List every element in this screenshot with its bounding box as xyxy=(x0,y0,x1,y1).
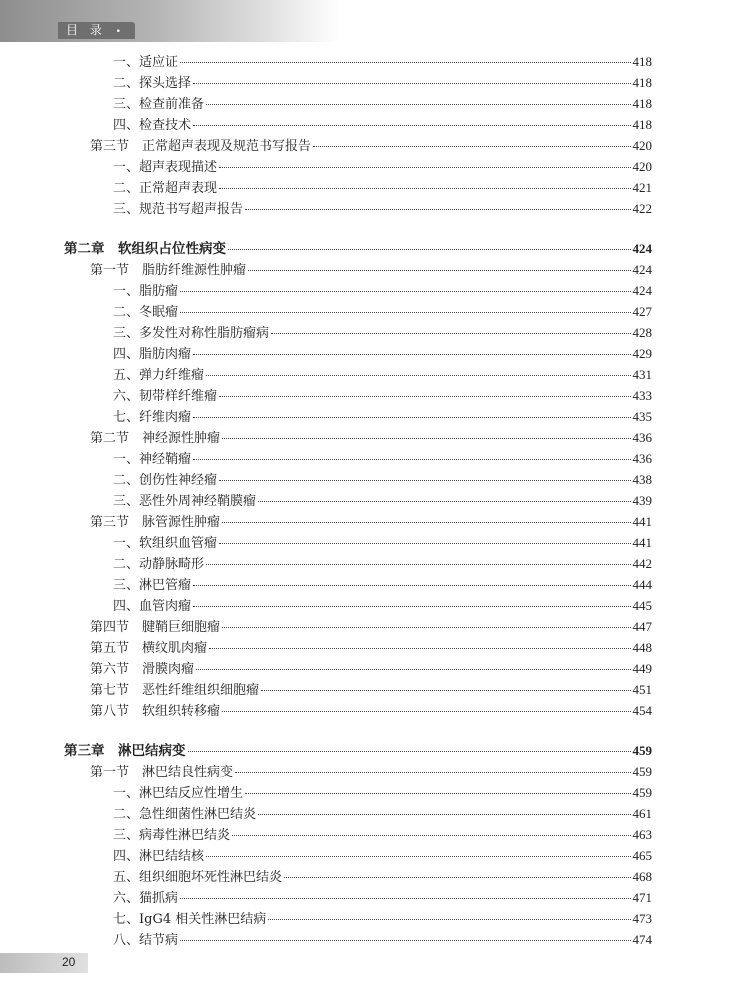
toc-entry-page: 424 xyxy=(632,262,652,277)
toc-item-entry[interactable] xyxy=(113,73,652,93)
dot-leader xyxy=(206,564,630,565)
toc-entry-page: 429 xyxy=(632,346,652,361)
toc-entry-page: 435 xyxy=(632,409,652,424)
toc-entry-page: 431 xyxy=(632,367,652,382)
dot-leader xyxy=(222,438,630,439)
toc-entry-page: 445 xyxy=(632,598,652,613)
dot-leader xyxy=(193,585,630,586)
toc-entry-label: 六、韧带样纤维瘤 xyxy=(113,389,218,404)
toc-entry-page: 424 xyxy=(632,241,652,256)
toc-entry-label: 五、弹力纤维瘤 xyxy=(113,368,205,383)
toc-entry-page: 439 xyxy=(632,493,652,508)
toc-entry-page: 436 xyxy=(632,451,652,466)
toc-entry-label: 四、脂肪肉瘤 xyxy=(113,347,192,362)
toc-item-entry[interactable] xyxy=(113,804,652,824)
dot-leader xyxy=(193,83,630,84)
dot-leader xyxy=(284,877,630,878)
toc-entry-label: 三、恶性外周神经鞘膜瘤 xyxy=(113,494,257,509)
toc-entry-label: 二、动静脉畸形 xyxy=(113,557,205,572)
dot-leader xyxy=(219,543,630,544)
toc-item-entry[interactable] xyxy=(113,491,652,511)
dot-leader xyxy=(222,627,630,628)
toc-entry-page: 465 xyxy=(632,848,652,863)
toc-item-entry[interactable] xyxy=(113,281,652,301)
toc-entry-page: 461 xyxy=(632,806,652,821)
toc-entry-label: 三、规范书写超声报告 xyxy=(113,202,244,217)
toc-item-entry[interactable] xyxy=(113,178,652,198)
toc-entry-page: 473 xyxy=(632,911,652,926)
toc-entry-label: 二、正常超声表现 xyxy=(113,181,218,196)
toc-entry-page: 422 xyxy=(632,201,652,216)
toc-entry-page: 459 xyxy=(632,743,652,758)
toc-entry-label: 第二节 神经源性肿瘤 xyxy=(90,431,221,446)
dot-leader xyxy=(196,669,630,670)
bullet-icon: • xyxy=(115,27,121,37)
toc-section-entry[interactable] xyxy=(90,617,652,637)
toc-item-entry[interactable] xyxy=(113,575,652,595)
toc-item-entry[interactable] xyxy=(113,407,652,427)
toc-entry-label: 一、超声表现描述 xyxy=(113,160,218,175)
dot-leader xyxy=(180,62,630,63)
section-tab xyxy=(58,22,135,39)
toc-entry-page: 438 xyxy=(632,472,652,487)
dot-leader xyxy=(235,772,630,773)
toc-section-entry[interactable] xyxy=(90,659,652,679)
toc-entry-label: 第一节 淋巴结良性病变 xyxy=(90,765,234,780)
toc-section-entry[interactable] xyxy=(90,762,652,782)
dot-leader xyxy=(193,417,630,418)
toc-item-entry[interactable] xyxy=(113,596,652,616)
section-label: 目 录 xyxy=(66,23,106,37)
dot-leader xyxy=(206,856,630,857)
toc-item-entry[interactable] xyxy=(113,52,652,72)
toc-entry-label: 二、探头选择 xyxy=(113,76,192,91)
dot-leader xyxy=(219,480,630,481)
toc-entry-page: 459 xyxy=(632,785,652,800)
toc-entry-page: 418 xyxy=(632,54,652,69)
toc-chapter-entry[interactable] xyxy=(64,741,652,761)
toc-section-entry[interactable] xyxy=(90,512,652,532)
toc-entry-label: 四、血管肉瘤 xyxy=(113,599,192,614)
toc-section-entry[interactable] xyxy=(90,260,652,280)
toc-entry-page: 424 xyxy=(632,283,652,298)
toc-entry-label: 二、急性细菌性淋巴结炎 xyxy=(113,807,257,822)
toc-entry-label: 三、淋巴管瘤 xyxy=(113,578,192,593)
dot-leader xyxy=(258,501,630,502)
toc-entry-label: 七、纤维肉瘤 xyxy=(113,410,192,425)
toc-item-entry[interactable] xyxy=(113,115,652,135)
toc-item-entry[interactable] xyxy=(113,157,652,177)
toc-entry-page: 463 xyxy=(632,827,652,842)
toc-entry-page: 471 xyxy=(632,890,652,905)
dot-leader xyxy=(222,522,630,523)
dot-leader xyxy=(261,690,630,691)
dot-leader xyxy=(248,270,630,271)
toc-item-entry[interactable] xyxy=(113,323,652,343)
toc-entry-page: 442 xyxy=(632,556,652,571)
dot-leader xyxy=(245,793,630,794)
toc-entry-label: 第三章 淋巴结病变 xyxy=(64,743,186,759)
dot-leader xyxy=(193,459,630,460)
toc-entry-page: 418 xyxy=(632,96,652,111)
toc-entry-page: 427 xyxy=(632,304,652,319)
toc-entry-page: 444 xyxy=(632,577,652,592)
toc-section-entry[interactable] xyxy=(90,136,652,156)
toc-item-entry[interactable] xyxy=(113,94,652,114)
dot-leader xyxy=(193,125,630,126)
toc-entry-page: 454 xyxy=(632,703,652,718)
toc-entry-label: 三、多发性对称性脂肪瘤病 xyxy=(113,326,270,341)
toc-entry-page: 451 xyxy=(632,682,652,697)
dot-leader xyxy=(245,209,630,210)
toc-entry-page: 441 xyxy=(632,514,652,529)
toc-entry-label: 一、神经鞘瘤 xyxy=(113,452,192,467)
dot-leader xyxy=(206,104,630,105)
toc-section-entry[interactable] xyxy=(90,638,652,658)
toc-entry-page: 449 xyxy=(632,661,652,676)
toc-entry-label: 八、结节病 xyxy=(113,933,179,948)
dot-leader xyxy=(222,711,630,712)
toc-section-entry[interactable] xyxy=(90,701,652,721)
toc-chapter-entry[interactable] xyxy=(64,239,652,259)
toc-item-entry[interactable] xyxy=(113,449,652,469)
toc-entry-label: 第五节 横纹肌肉瘤 xyxy=(90,641,208,656)
toc-item-entry[interactable] xyxy=(113,783,652,803)
dot-leader xyxy=(219,167,630,168)
dot-leader xyxy=(180,940,630,941)
toc-entry-page: 459 xyxy=(632,764,652,779)
dot-leader xyxy=(228,249,631,250)
toc-item-entry[interactable] xyxy=(113,930,652,950)
toc-entry-label: 三、病毒性淋巴结炎 xyxy=(113,828,231,843)
toc-entry-page: 448 xyxy=(632,640,652,655)
toc-entry-label: 第二章 软组织占位性病变 xyxy=(64,241,226,257)
toc-item-entry[interactable] xyxy=(113,867,652,887)
toc-entry-label: 五、组织细胞坏死性淋巴结炎 xyxy=(113,870,283,885)
toc-entry-label: 七、IgG4 相关性淋巴结病 xyxy=(113,912,267,927)
toc-item-entry[interactable] xyxy=(113,470,652,490)
toc-entry-label: 六、猫抓病 xyxy=(113,891,179,906)
toc-item-entry[interactable] xyxy=(113,386,652,406)
page-number: 20 xyxy=(62,955,76,969)
toc-entry-page: 418 xyxy=(632,117,652,132)
dot-leader xyxy=(180,898,630,899)
toc-entry-label: 二、创伤性神经瘤 xyxy=(113,473,218,488)
dot-leader xyxy=(180,312,630,313)
toc-section-entry[interactable] xyxy=(90,680,652,700)
toc-entry-label: 第八节 软组织转移瘤 xyxy=(90,704,221,719)
dot-leader xyxy=(209,648,630,649)
toc-item-entry[interactable] xyxy=(113,554,652,574)
toc-entry-page: 468 xyxy=(632,869,652,884)
toc-entry-label: 二、冬眠瘤 xyxy=(113,305,179,320)
toc-entry-page: 420 xyxy=(632,138,652,153)
toc-entry-label: 第四节 腱鞘巨细胞瘤 xyxy=(90,620,221,635)
toc-entry-label: 第七节 恶性纤维组织细胞瘤 xyxy=(90,683,260,698)
toc-entry-page: 428 xyxy=(632,325,652,340)
toc-entry-page: 436 xyxy=(632,430,652,445)
dot-leader xyxy=(193,606,630,607)
toc-section-entry[interactable] xyxy=(90,428,652,448)
toc-entry-page: 418 xyxy=(632,75,652,90)
toc-entry-label: 第六节 滑膜肉瘤 xyxy=(90,662,195,677)
toc-entry-page: 447 xyxy=(632,619,652,634)
toc-item-entry[interactable] xyxy=(113,344,652,364)
dot-leader xyxy=(232,835,630,836)
toc-entry-page: 441 xyxy=(632,535,652,550)
toc-entry-page: 474 xyxy=(632,932,652,947)
dot-leader xyxy=(268,919,630,920)
dot-leader xyxy=(219,188,630,189)
toc-item-entry[interactable] xyxy=(113,846,652,866)
toc-item-entry[interactable] xyxy=(113,909,652,929)
toc-item-entry[interactable] xyxy=(113,825,652,845)
dot-leader xyxy=(219,396,630,397)
toc-item-entry[interactable] xyxy=(113,302,652,322)
toc-entry-label: 一、淋巴结反应性增生 xyxy=(113,786,244,801)
toc-entry-label: 四、检查技术 xyxy=(113,118,192,133)
toc-entry-label: 第一节 脂肪纤维源性肿瘤 xyxy=(90,263,247,278)
toc-entry-page: 420 xyxy=(632,159,652,174)
toc-entry-label: 第三节 脉管源性肿瘤 xyxy=(90,515,221,530)
dot-leader xyxy=(313,146,630,147)
dot-leader xyxy=(193,354,630,355)
dot-leader xyxy=(258,814,630,815)
toc-entry-page: 421 xyxy=(632,180,652,195)
toc-entry-page: 433 xyxy=(632,388,652,403)
dot-leader xyxy=(271,333,630,334)
toc-item-entry[interactable] xyxy=(113,365,652,385)
toc-entry-label: 三、检查前准备 xyxy=(113,97,205,112)
toc-item-entry[interactable] xyxy=(113,199,652,219)
toc-item-entry[interactable] xyxy=(113,533,652,553)
toc-entry-label: 第三节 正常超声表现及规范书写报告 xyxy=(90,139,312,154)
dot-leader xyxy=(188,751,631,752)
toc-entry-label: 一、脂肪瘤 xyxy=(113,284,179,299)
dot-leader xyxy=(180,291,630,292)
dot-leader xyxy=(206,375,630,376)
toc-entry-label: 一、适应证 xyxy=(113,55,179,70)
toc-entry-label: 四、淋巴结结核 xyxy=(113,849,205,864)
header-bar xyxy=(0,0,340,42)
toc-entry-label: 一、软组织血管瘤 xyxy=(113,536,218,551)
toc-item-entry[interactable] xyxy=(113,888,652,908)
